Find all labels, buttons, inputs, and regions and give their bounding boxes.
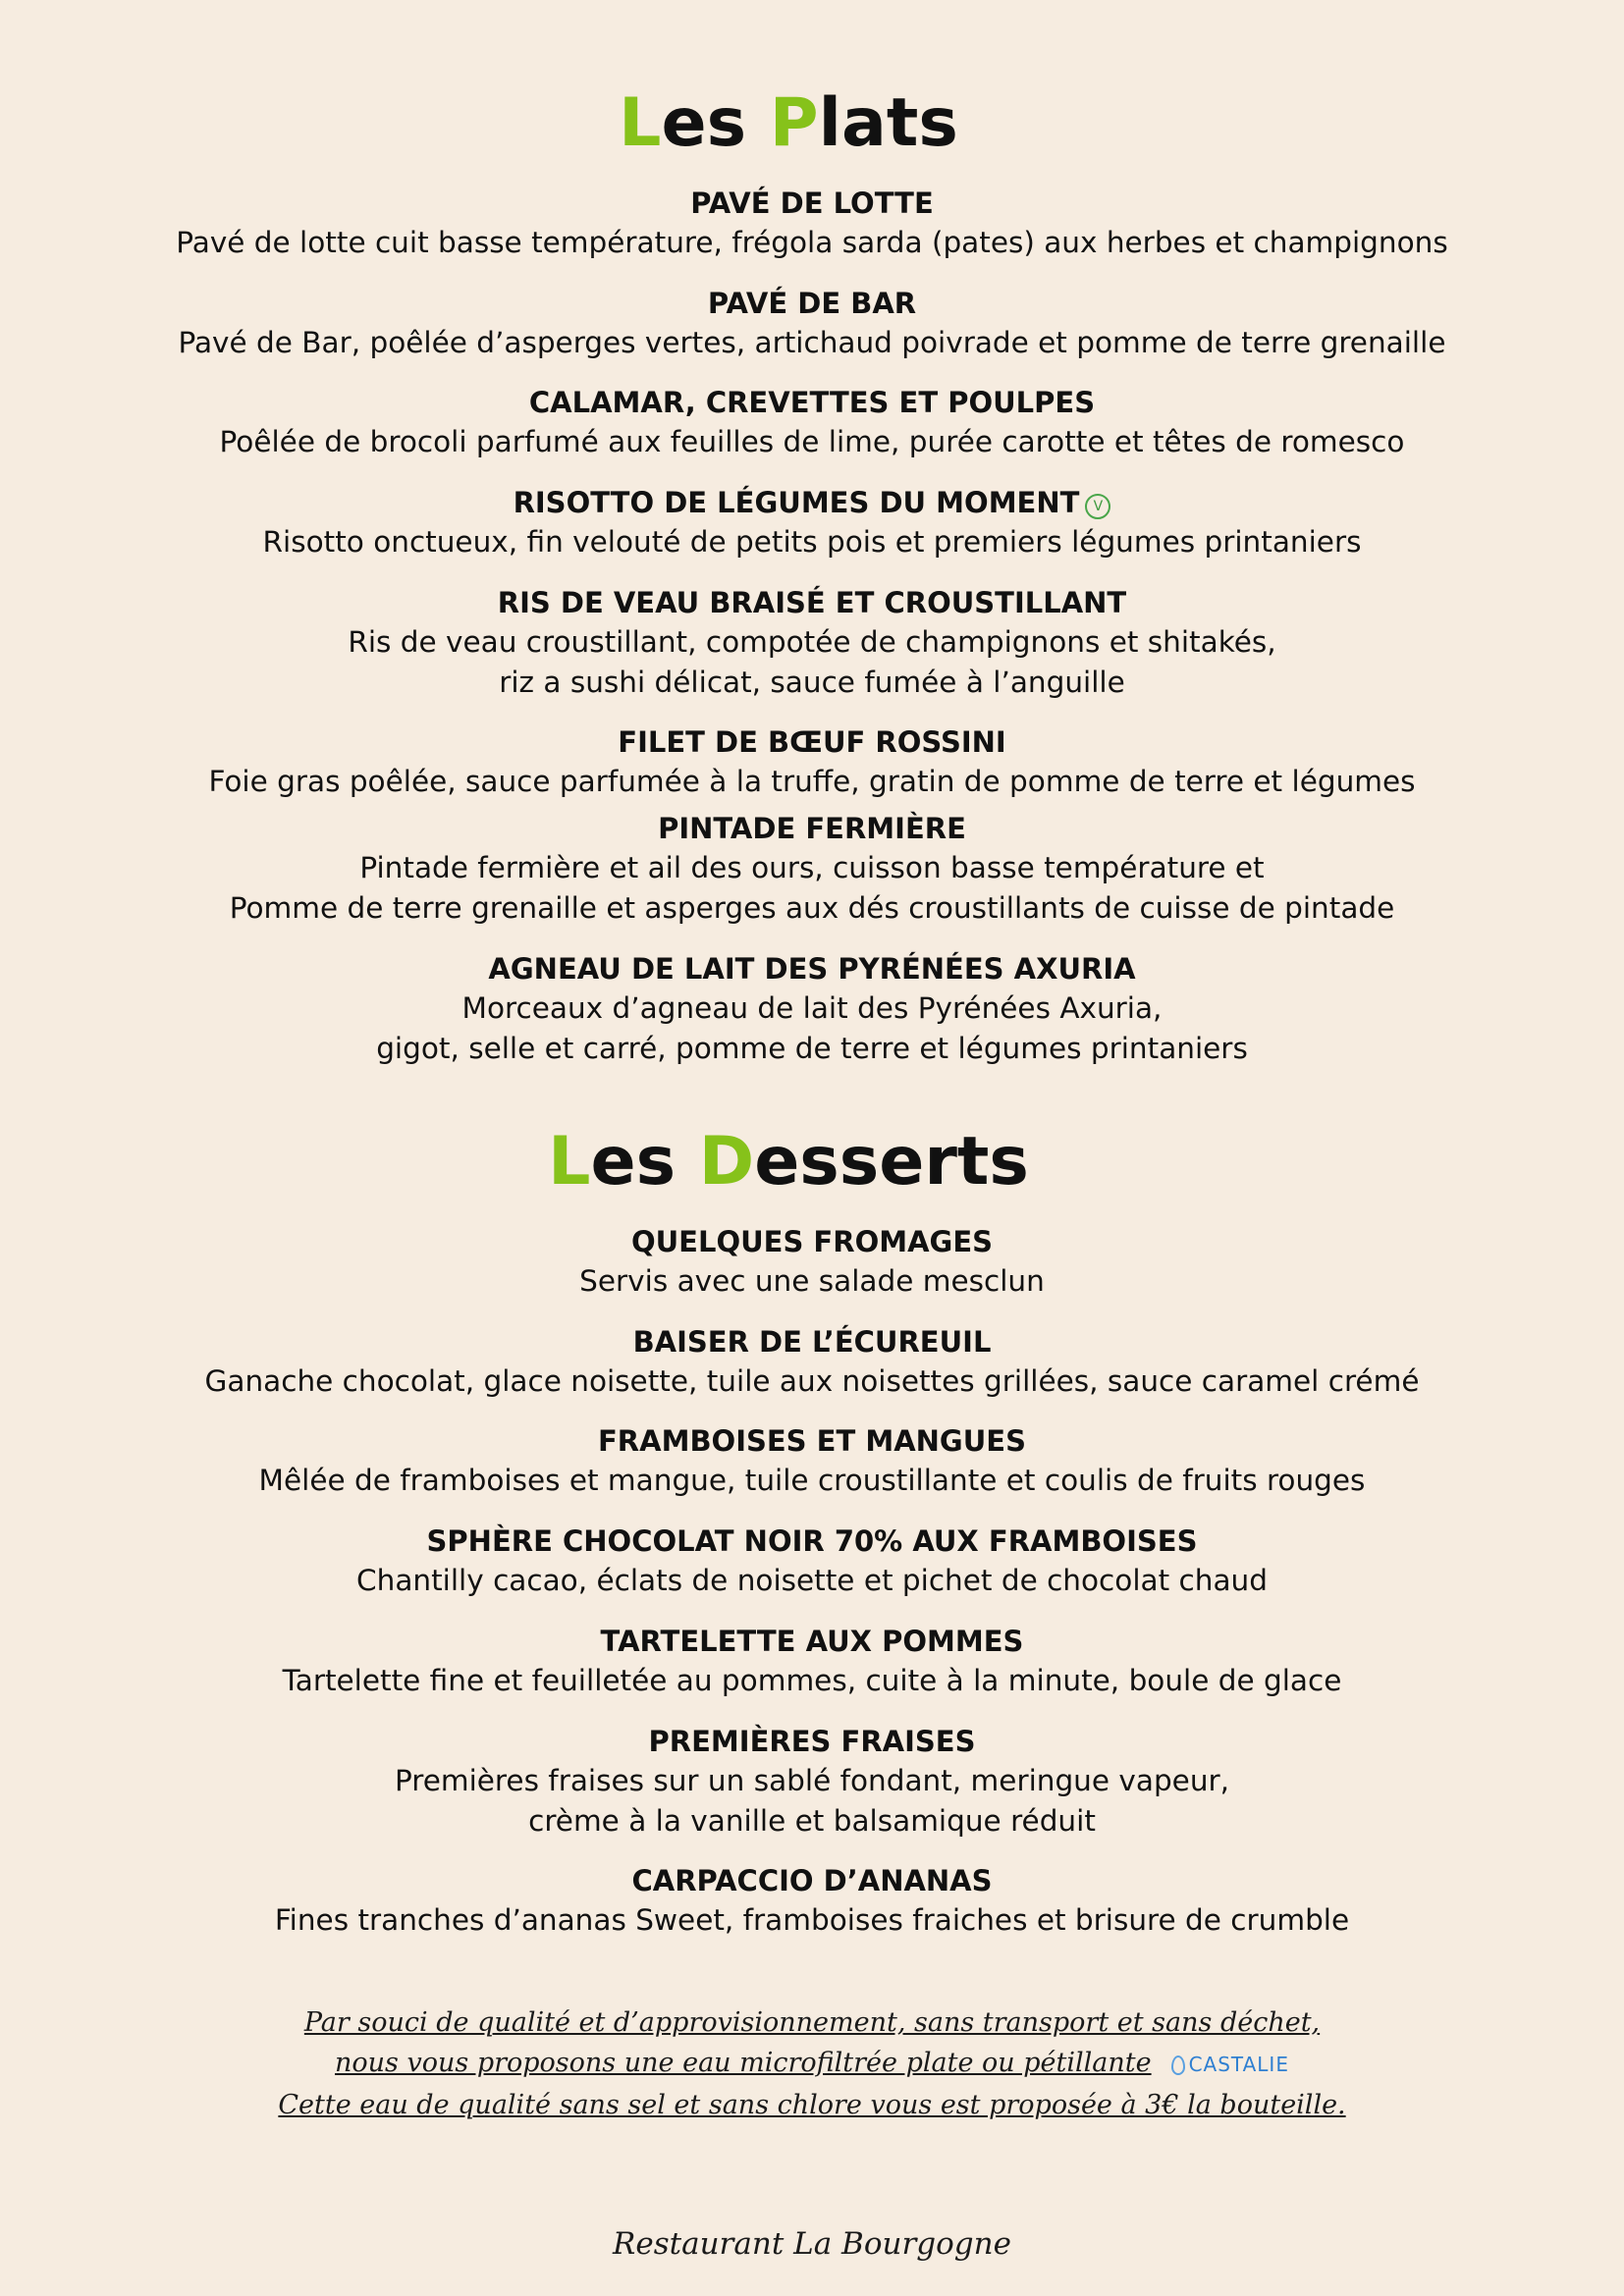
dish-item	[0, 284, 1624, 363]
dessert-item	[0, 1522, 1624, 1601]
dessert-name: TARTELETTE AUX POMMES	[600, 1625, 1024, 1658]
castalie-logo: CASTALIE	[1171, 2045, 1289, 2085]
water-notice	[0, 2002, 1624, 2125]
dish-description: gigot, selle et carré, pomme de terre et légumes printaniers	[376, 1031, 1248, 1065]
dish-description: Pavé de lotte cuit basse température, frégola sarda (pates) aux herbes et champignons	[176, 226, 1448, 259]
dish-item	[0, 184, 1624, 263]
desserts-title: Les Desserts	[548, 1123, 1029, 1201]
dish-description: Pavé de Bar, poêlée d’asperges vertes, artichaud poivrade et pomme de terre grenaille	[178, 326, 1446, 359]
dish-name: PAVÉ DE LOTTE	[690, 187, 934, 220]
dessert-item	[0, 1322, 1624, 1402]
dessert-description: Servis avec une salade mesclun	[579, 1264, 1045, 1298]
dish-name: CALAMAR, CREVETTES ET POULPES	[528, 386, 1096, 419]
dessert-item	[0, 1622, 1624, 1701]
dessert-description: Ganache chocolat, glace noisette, tuile aux noisettes grillées, sauce caramel crémé	[204, 1364, 1420, 1398]
dish-description: Risotto onctueux, fin velouté de petits pois et premiers légumes printaniers	[262, 525, 1362, 559]
dessert-item	[0, 1421, 1624, 1501]
dessert-name: QUELQUES FROMAGES	[630, 1225, 994, 1258]
dessert-name: SPHÈRE CHOCOLAT NOIR 70% AUX FRAMBOISES	[426, 1524, 1198, 1558]
vegetarian-icon: V	[1085, 494, 1110, 519]
dish-item	[0, 583, 1624, 702]
dessert-item	[0, 1222, 1624, 1302]
dish-item	[0, 949, 1624, 1068]
dessert-description: Mêlée de framboises et mangue, tuile croustillante et coulis de fruits rouges	[258, 1464, 1366, 1497]
dish-description: riz a sushi délicat, sauce fumée à l’anguille	[499, 665, 1125, 699]
dessert-name: PREMIÈRES FRAISES	[648, 1725, 976, 1758]
dessert-item	[0, 1861, 1624, 1941]
dish-item	[0, 722, 1624, 802]
restaurant-name: Restaurant La Bourgogne	[613, 2226, 1011, 2262]
plats-title: Les Plats	[619, 84, 958, 162]
dessert-description: Fines tranches d’ananas Sweet, framboises fraiches et brisure de crumble	[274, 1903, 1350, 1937]
dessert-description: Premières fraises sur un sablé fondant, meringue vapeur,	[394, 1764, 1230, 1797]
dessert-item	[0, 1722, 1624, 1841]
dessert-name: CARPACCIO D’ANANAS	[631, 1864, 993, 1897]
notice-line: Par souci de qualité et d’approvisionnement, sans transport et sans déchet,	[303, 2007, 1321, 2038]
dish-name: PINTADE FERMIÈRE	[658, 812, 966, 845]
dish-description: Morceaux d’agneau de lait des Pyrénées Axuria,	[461, 991, 1163, 1025]
water-drop-icon	[1171, 2056, 1185, 2075]
dish-description: Foie gras poêlée, sauce parfumée à la truffe, gratin de pomme de terre et légumes	[208, 765, 1416, 798]
dish-description: Ris de veau croustillant, compotée de champignons et shitakés,	[348, 625, 1276, 659]
dessert-description: crème à la vanille et balsamique réduit	[528, 1803, 1096, 1838]
dish-name: RISOTTO DE LÉGUMES DU MOMENT V	[0, 483, 1624, 522]
dessert-name: FRAMBOISES ET MANGUES	[598, 1424, 1026, 1458]
dish-description: Pomme de terre grenaille et asperges aux dés croustillants de cuisse de pintade	[229, 890, 1395, 925]
notice-line: nous vous proposons une eau microfiltrée plate ou pétillante CASTALIE	[0, 2043, 1624, 2085]
dish-item	[0, 483, 1624, 562]
dish-description: Pintade fermière et ail des ours, cuisson basse température et	[359, 851, 1265, 884]
dish-item	[0, 809, 1624, 928]
dessert-description: Tartelette fine et feuilletée au pommes, cuite à la minute, boule de glace	[282, 1664, 1342, 1697]
notice-line: Cette eau de qualité sans sel et sans chlore vous est proposée à 3€ la bouteille.	[278, 2090, 1346, 2120]
dessert-name: BAISER DE L’ÉCUREUIL	[632, 1325, 992, 1359]
dish-description: Poêlée de brocoli parfumé aux feuilles de lime, purée carotte et têtes de romesco	[219, 425, 1405, 458]
dish-name: PAVÉ DE BAR	[707, 287, 917, 320]
dish-name: FILET DE BŒUF ROSSINI	[618, 725, 1006, 759]
dish-name: RIS DE VEAU BRAISÉ ET CROUSTILLANT	[497, 586, 1127, 619]
dessert-description: Chantilly cacao, éclats de noisette et pichet de chocolat chaud	[356, 1564, 1268, 1597]
dish-item	[0, 383, 1624, 462]
dish-name: AGNEAU DE LAIT DES PYRÉNÉES AXURIA	[488, 952, 1136, 986]
